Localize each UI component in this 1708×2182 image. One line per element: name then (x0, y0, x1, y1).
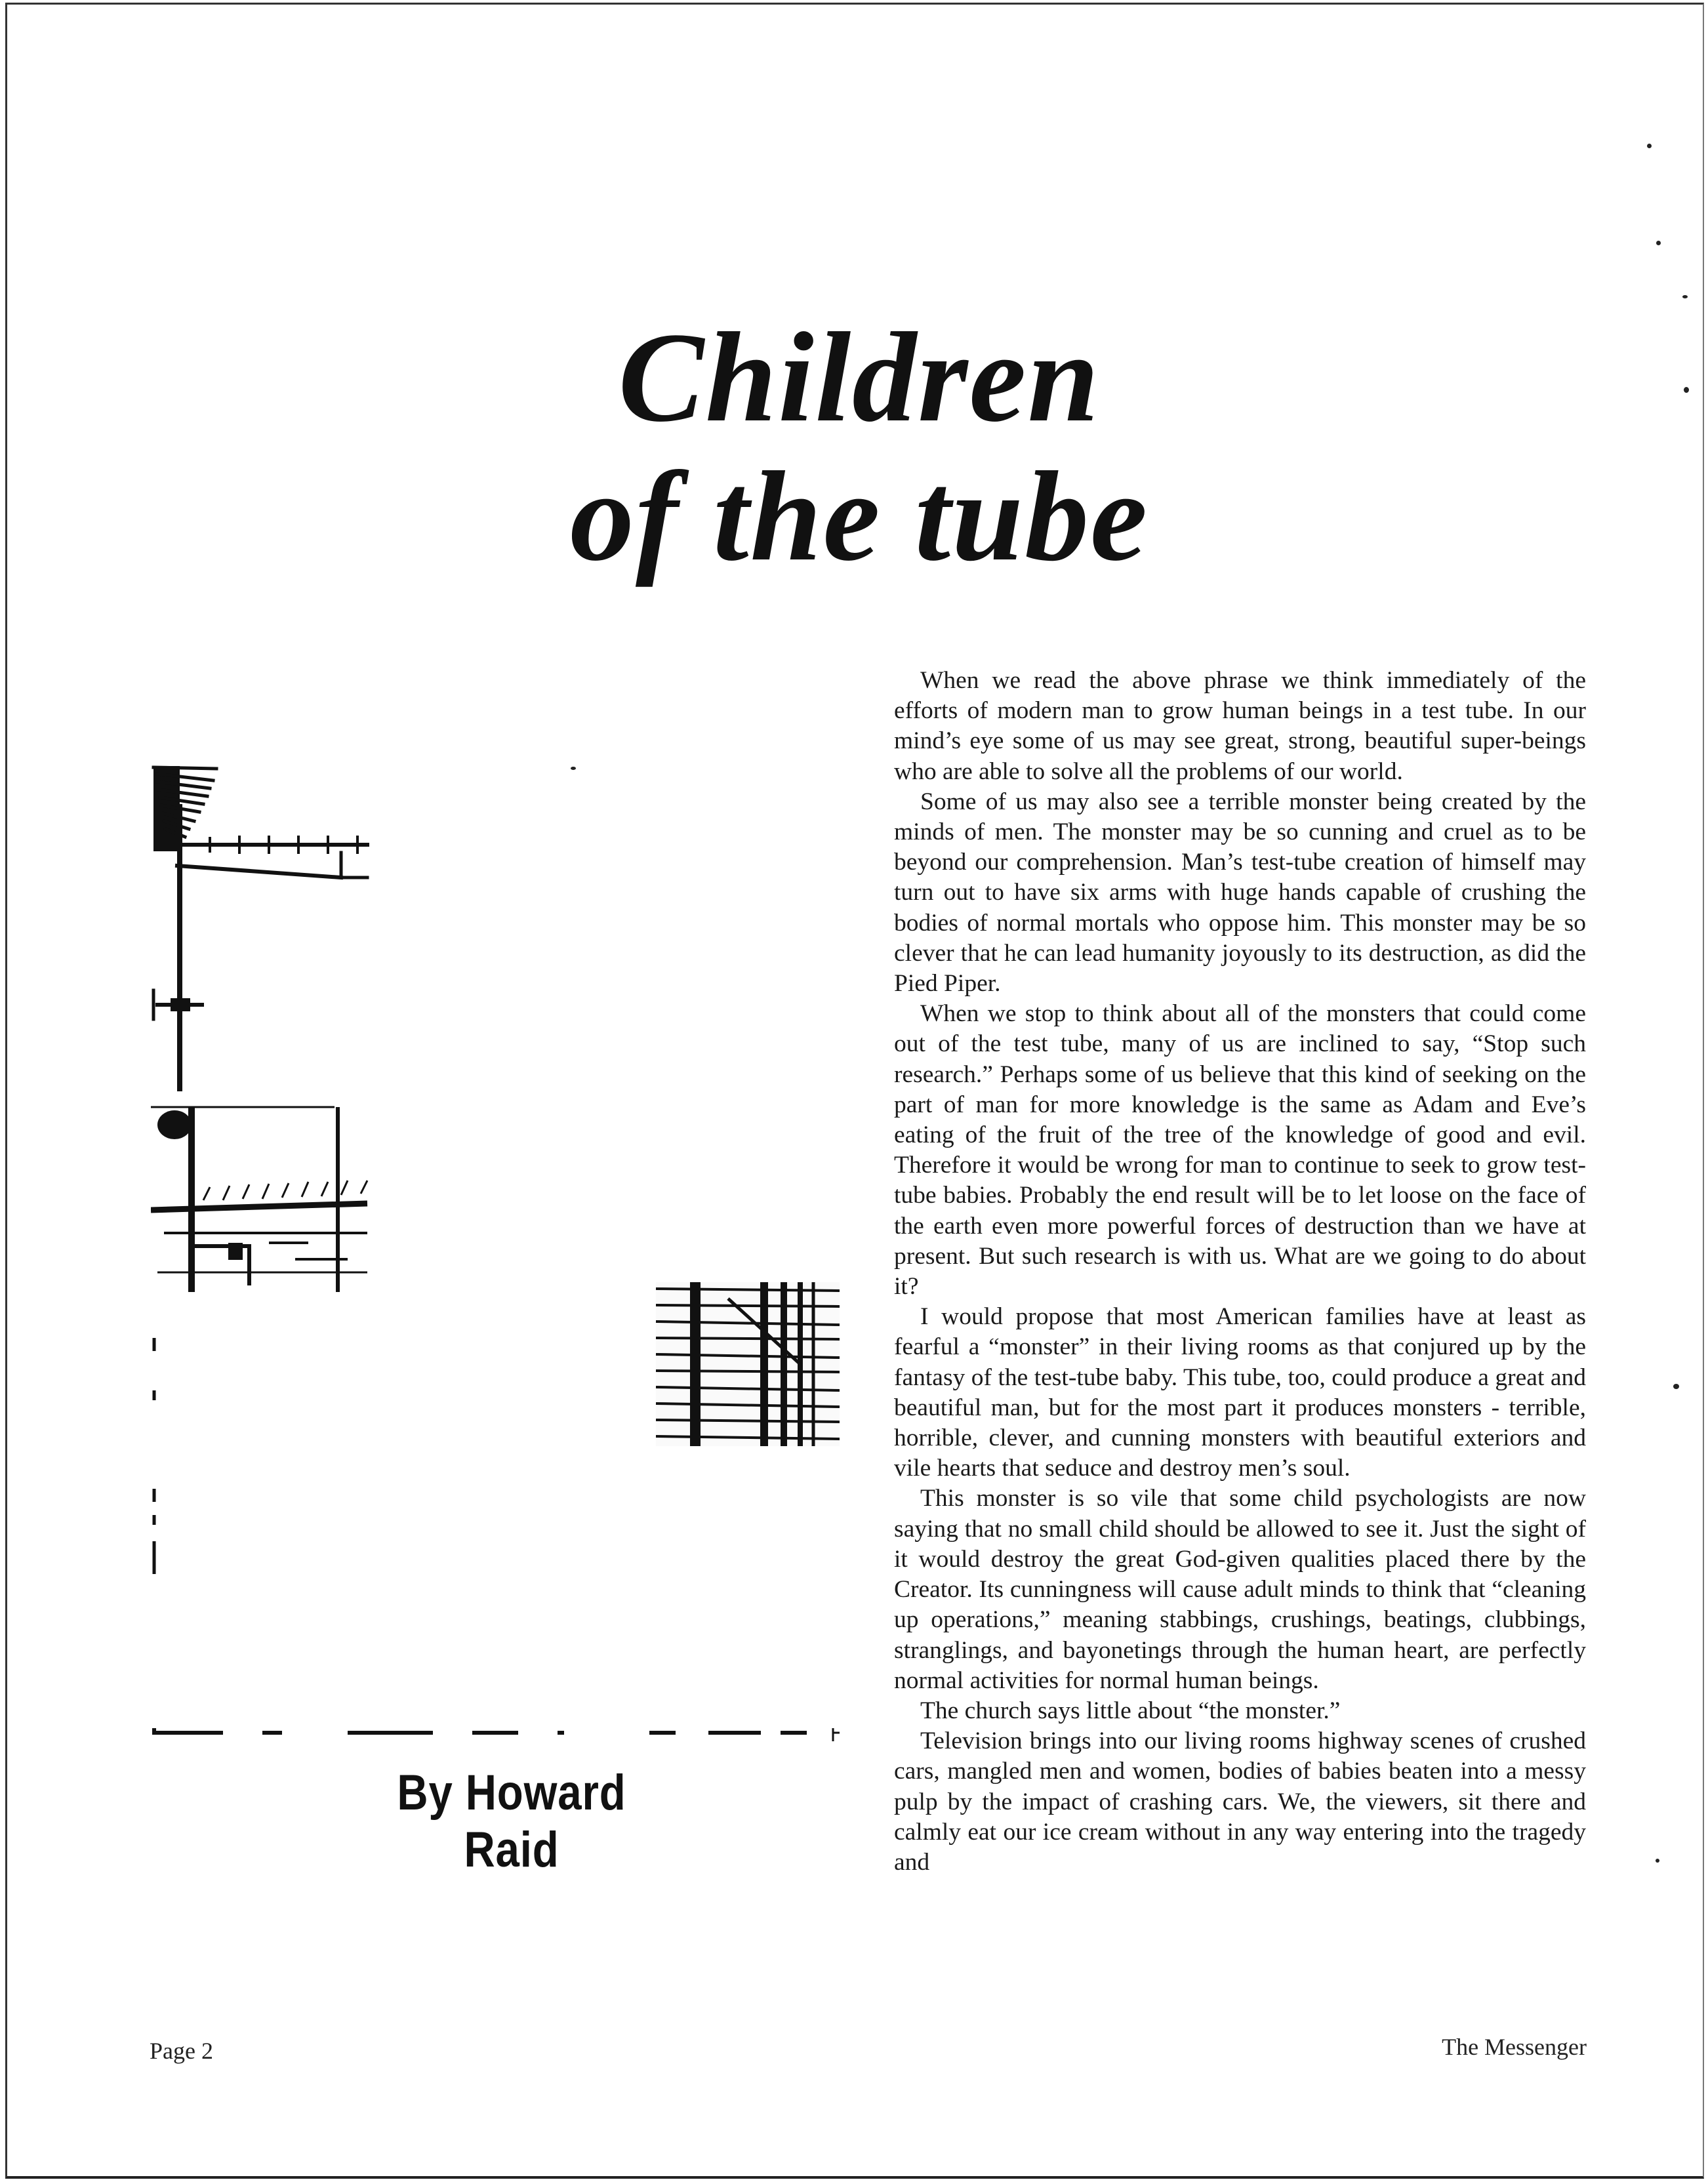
paragraph: Television brings into our living rooms highway scenes of crushed cars, mangled men and women, bodies of babies beaten into a messy pulp by the impact of crashing cars. We, the viewers, sit there and calmly eat our ice cream without in any way entering into the tragedy and (894, 1727, 1586, 1876)
publication-name: The Messenger (1442, 2034, 1587, 2060)
speck-3 (1682, 295, 1688, 298)
title-line-2: of the tube (569, 445, 1149, 588)
speck-5 (1673, 1384, 1679, 1389)
article-byline: By Howard Raid (397, 1765, 626, 1878)
article-body (894, 666, 1586, 1878)
paragraph: When we read the above phrase we think immediately of the efforts of modern man to grow human beings in a test tube. In our mind’s eye some of us may see great, strong, beautiful super-beings who are able to solve all the problems of our world. (894, 667, 1586, 785)
antenna-right-grid (656, 1282, 840, 1446)
speck-1 (1647, 144, 1652, 148)
speck-6 (1656, 1859, 1659, 1863)
tv-antennas-photo (151, 761, 840, 1745)
article-title (498, 308, 1220, 586)
paragraph: This monster is so vile that some child psychologists are now saying that no small child should be allowed to see it. Just the sight of it would destroy the great God-given qualities placed there by the Creator. Its cunningness will cause adult minds to think that “cleaning up operations,” meaning stabbings, crushings, beatings, clubbings, stranglings, and bayonetings through the human heart, are perfectly normal activities for normal human beings. (894, 1485, 1586, 1694)
speck-2 (1656, 241, 1661, 245)
title-line-1: Children (618, 306, 1101, 449)
paragraph: When we stop to think about all of the monsters that could come out of the test tube, many of us are inclined to say, “Stop such research.” Perhaps some of us believe that this kind of seeking on the part of man for more knowledge is the same as Adam and Eve’s eating of the fruit of the tree of the knowledge of good and evil. Therefore it would be wrong for man to continue to seek to grow test-tube babies. Probably the end result will be to let loose on the face of the earth even more powerful forces of destruction than we have at present. But such research is with us. What are we going to do about it? (894, 1000, 1586, 1301)
paragraph: Some of us may also see a terrible monster being created by the minds of men. The monster may be so cunning and cruel as to be beyond our comprehension. Man’s test-tube creation of himself may turn out to have six arms with huge hands capable of crushing the bodies of normal mortals who oppose him. This monster may be so clever that he can lead humanity joyously to its destruction, as did the Pied Piper. (894, 788, 1586, 998)
speck-7 (571, 767, 576, 770)
speck-4 (1684, 387, 1689, 393)
page-number: Page 2 (150, 2038, 213, 2064)
paragraph: The church says little about “the monster.” (920, 1697, 1341, 1724)
antenna-middle-left (151, 1107, 367, 1292)
antenna-top-left (153, 766, 367, 1089)
paragraph: I would propose that most American families have at least as fearful a “monster” in their living rooms as that conjured up by the fantasy of the test-tube baby. This tube, too, could produce a great and beautiful man, but for the most part it produces monsters - terrible, horrible, clever, and cunning monsters with beautiful exteriors and vile hearts that seduce and destroy men’s soul. (894, 1303, 1586, 1482)
